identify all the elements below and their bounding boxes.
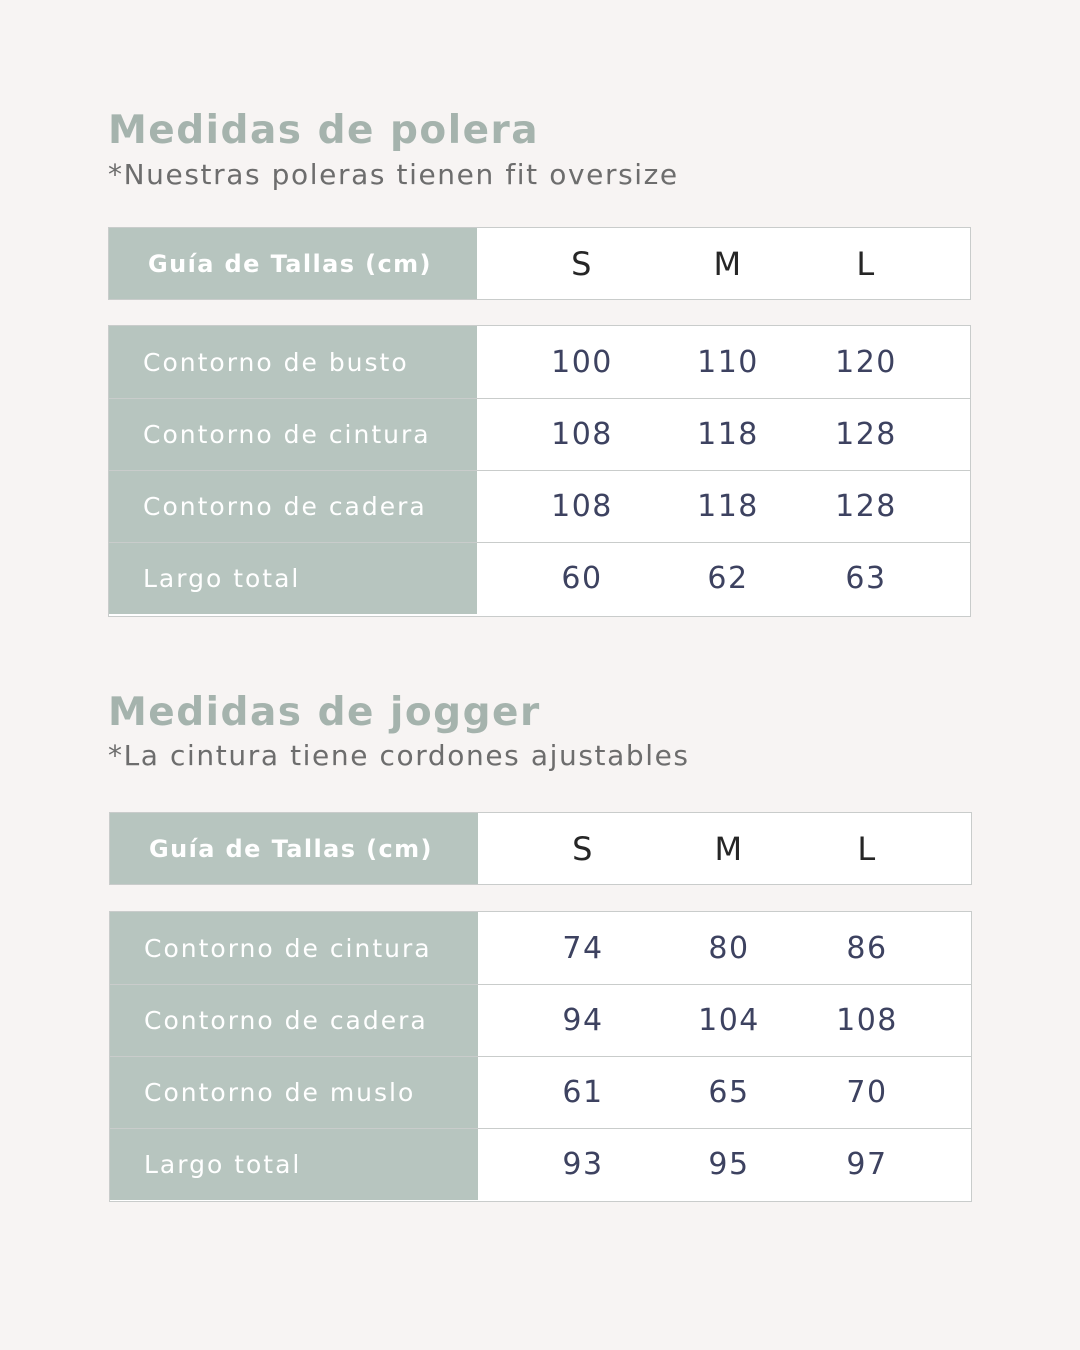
jogger-subtitle: *La cintura tiene cordones ajustables [108, 739, 690, 772]
size-l: L [857, 829, 877, 868]
value-l: 86 [846, 930, 888, 966]
value-s: 74 [562, 930, 604, 966]
value-s: 93 [562, 1147, 604, 1182]
row-label: Contorno de busto [109, 326, 477, 398]
size-m: M [714, 829, 744, 868]
row-label: Largo total [109, 543, 477, 614]
row-label: Contorno de cadera [110, 985, 478, 1056]
row-label: Contorno de muslo [110, 1057, 478, 1128]
header-label: Guía de Tallas (cm) [110, 813, 478, 884]
value-l: 63 [845, 561, 887, 596]
size-s: S [571, 244, 593, 283]
polera-subtitle: *Nuestras poleras tienen fit oversize [108, 158, 679, 191]
value-m: 95 [708, 1147, 750, 1182]
value-s: 108 [551, 417, 613, 452]
row-label: Contorno de cadera [109, 471, 477, 542]
value-s: 100 [551, 344, 613, 380]
header-label: Guía de Tallas (cm) [109, 228, 477, 299]
value-m: 104 [698, 1003, 760, 1038]
table-row [110, 1128, 971, 1200]
value-l: 128 [835, 489, 897, 524]
row-label: Largo total [110, 1129, 478, 1200]
value-l: 97 [846, 1147, 888, 1182]
size-m: M [713, 244, 743, 283]
value-s: 108 [551, 489, 613, 524]
value-l: 70 [846, 1075, 888, 1110]
value-l: 120 [835, 344, 897, 380]
value-m: 110 [697, 344, 759, 380]
jogger-header-table [109, 812, 972, 885]
value-s: 61 [562, 1075, 604, 1110]
size-l: L [856, 244, 876, 283]
value-l: 128 [835, 417, 897, 452]
value-l: 108 [836, 1003, 898, 1038]
size-s: S [572, 829, 594, 868]
header-row [110, 813, 971, 884]
jogger-title: Medidas de jogger [108, 690, 541, 735]
value-m: 118 [697, 417, 759, 452]
row-label: Contorno de cintura [109, 399, 477, 470]
table-row [110, 984, 971, 1056]
table-row [110, 1056, 971, 1128]
value-m: 118 [697, 489, 759, 524]
value-s: 60 [561, 561, 603, 596]
value-m: 80 [708, 930, 750, 966]
jogger-section [108, 0, 972, 1350]
value-m: 62 [707, 561, 749, 596]
row-label: Contorno de cintura [110, 912, 478, 984]
jogger-measure-table [109, 911, 972, 1202]
value-m: 65 [708, 1075, 750, 1110]
table-row [110, 912, 971, 984]
polera-title: Medidas de polera [108, 108, 540, 153]
value-s: 94 [562, 1003, 604, 1038]
